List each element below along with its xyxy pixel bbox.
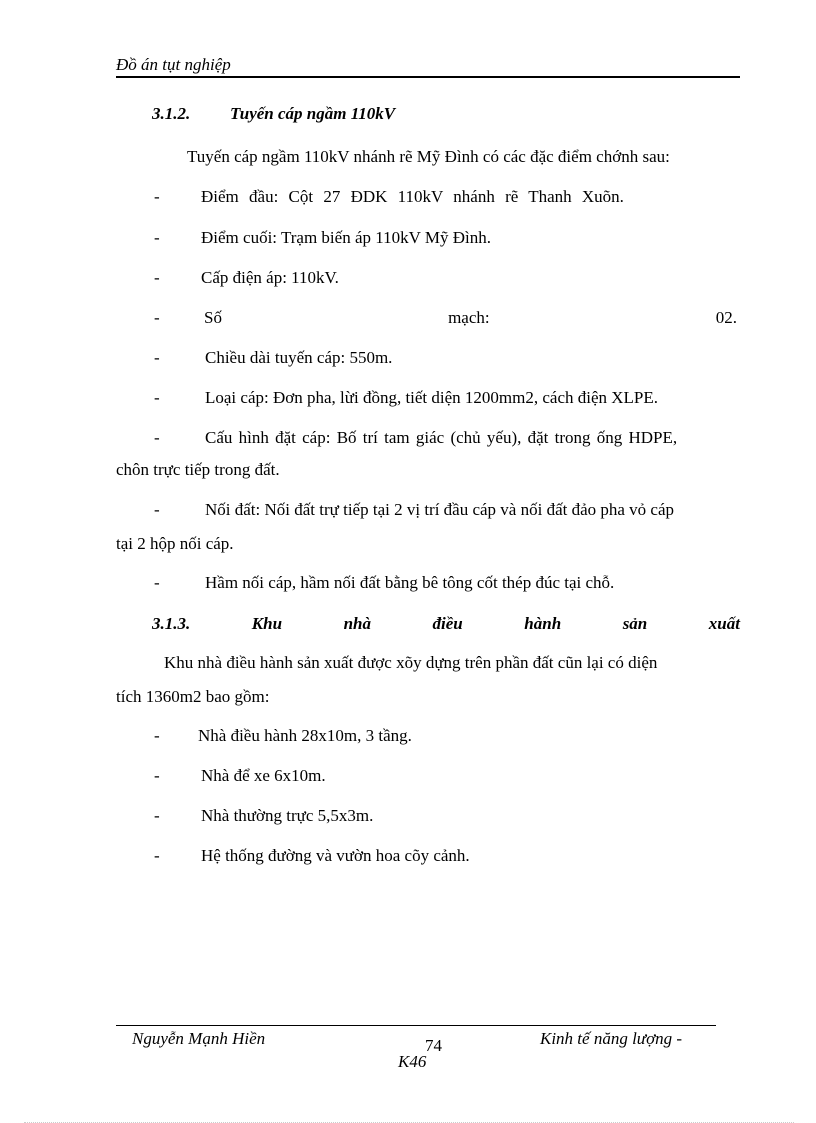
section-title-word: nhà bbox=[343, 614, 371, 633]
section2-intro-line1: Khu nhà điều hành sản xuất được xõy dựng trên phần đất cũn lại có diện bbox=[164, 653, 658, 672]
list-item-word: Số bbox=[204, 308, 222, 327]
list-item-word: mạch: bbox=[448, 308, 490, 327]
list-item: Nhà thường trực 5,5x3m. bbox=[201, 806, 374, 825]
section-title-word: hành bbox=[524, 614, 562, 633]
bullet-dash: - bbox=[154, 573, 160, 592]
footer-author: Nguyễn Mạnh Hiền bbox=[132, 1029, 266, 1048]
section-title-word: điều bbox=[432, 614, 463, 633]
list-item: Hầm nối cáp, hầm nối đất bằng bê tông cốt thép đúc tại chỗ. bbox=[205, 573, 615, 592]
list-item: Hệ thống đường và vườn hoa cõy cảnh. bbox=[201, 846, 470, 865]
section1-intro: Tuyến cáp ngầm 110kV nhánh rẽ Mỹ Đình có các đặc điểm chớnh sau: bbox=[187, 147, 670, 166]
section-title-word: xuất bbox=[708, 614, 740, 633]
footer-page-number: 74 bbox=[425, 1036, 442, 1055]
list-item-line2: chôn trực tiếp trong đất. bbox=[116, 460, 280, 479]
bullet-dash: - bbox=[154, 268, 160, 287]
list-item-text: Điểm đầu: Cột 27 ĐDK 110kV nhánh rẽ Thanh Xuõn. bbox=[201, 187, 624, 206]
list-item: Cấp điện áp: 110kV. bbox=[201, 268, 339, 287]
bullet-dash: - bbox=[154, 500, 160, 519]
footer-department: Kinh tế năng lượng - bbox=[540, 1029, 683, 1048]
bullet-dash: - bbox=[154, 228, 160, 247]
section-title-word: sản bbox=[622, 614, 648, 633]
header-rule bbox=[116, 76, 740, 78]
bullet-dash: - bbox=[154, 846, 160, 865]
section-number-313: 3.1.3. bbox=[152, 614, 191, 633]
list-item-line1: Nối đất: Nối đất trự tiếp tại 2 vị trí đầu cáp và nối đất đảo pha vỏ cáp bbox=[205, 500, 675, 519]
section-heading-313 bbox=[152, 614, 740, 634]
list-item: Loại cáp: Đơn pha, lừi đồng, tiết diện 1200mm2, cách điện XLPE. bbox=[205, 388, 659, 407]
bullet-dash: - bbox=[154, 428, 160, 447]
list-item-word: 02. bbox=[715, 308, 737, 327]
section-title-word: Khu bbox=[251, 614, 283, 633]
list-item: Chiều dài tuyến cáp: 550m. bbox=[205, 348, 393, 367]
bullet-dash: - bbox=[154, 348, 160, 367]
list-item bbox=[201, 187, 737, 207]
bullet-dash: - bbox=[154, 766, 160, 785]
list-item: Nhà để xe 6x10m. bbox=[201, 766, 326, 785]
list-item: Nhà điều hành 28x10m, 3 tầng. bbox=[198, 726, 412, 745]
bullet-dash: - bbox=[154, 187, 160, 206]
list-item-line2: tại 2 hộp nối cáp. bbox=[116, 534, 234, 553]
section2-intro-line2: tích 1360m2 bao gồm: bbox=[116, 687, 270, 706]
list-item: Điểm cuối: Trạm biến áp 110kV Mỹ Đình. bbox=[201, 228, 491, 247]
list-item bbox=[204, 308, 737, 328]
header-title: Đồ án tụt nghiệp bbox=[116, 55, 231, 74]
footer-rule bbox=[116, 1025, 716, 1026]
bullet-dash: - bbox=[154, 308, 160, 327]
footer-class-code: K46 bbox=[398, 1052, 427, 1071]
bullet-dash: - bbox=[154, 806, 160, 825]
list-item-line1: Cấu hình đặt cáp: Bố trí tam giác (chủ yếu), đặt trong ống HDPE, bbox=[205, 428, 678, 447]
section-number-312: 3.1.2. bbox=[152, 104, 191, 123]
section-title-312: Tuyến cáp ngầm 110kV bbox=[230, 104, 396, 123]
bullet-dash: - bbox=[154, 726, 160, 745]
bullet-dash: - bbox=[154, 388, 160, 407]
